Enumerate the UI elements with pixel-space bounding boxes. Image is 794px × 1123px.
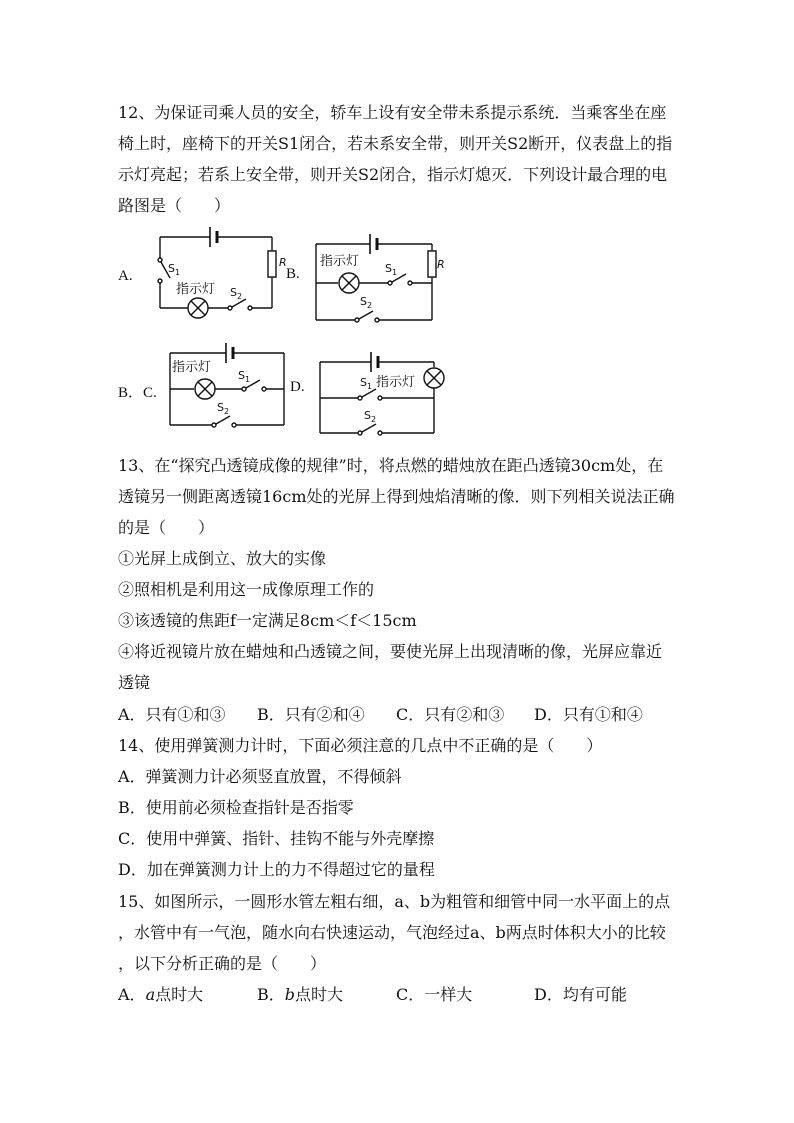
s2-label-d: $S_2$ [364, 409, 377, 424]
s2-label-a: $S_2$ [230, 286, 243, 301]
q13-line-2: 透镜另一侧距离透镜16cm处的光屏上得到烛焰清晰的像．则下列相关说法正确 [118, 487, 675, 506]
q12-line-1: 12、为保证司乘人员的安全，轿车上设有安全带未系提示系统．当乘客坐在座 [118, 103, 667, 122]
q14-option-c: C．使用中弹簧、指针、挂钩不能与外壳摩擦 [118, 829, 435, 848]
s1-label-a: $S_1$ [168, 262, 181, 277]
s2-label-c: $S_2$ [217, 401, 230, 416]
q13-statement-4-cont: 透镜 [118, 673, 151, 692]
q15-option-b: B．b点时大 [257, 985, 344, 1004]
r-label-b: R [437, 258, 445, 271]
q13-statement-3: ③该透镜的焦距f一定满足8cm＜f＜15cm [118, 611, 417, 630]
q15-option-d: D．均有可能 [534, 985, 627, 1004]
q13-option-b: B．只有②和④ [257, 705, 365, 724]
q14-option-d: D．加在弹簧测力计上的力不得超过它的量程 [118, 860, 435, 879]
s2-label-b: $S_2$ [360, 295, 373, 310]
q15-option-a: A．a点时大 [118, 985, 204, 1004]
circuit-d [320, 352, 444, 435]
q15-line-3: ，以下分析正确的是（ ） [118, 954, 327, 973]
q14-stem: 14、使用弹簧测力计时，下面必须注意的几点中不正确的是（ ） [118, 736, 603, 755]
diagram-label-a: A. [118, 268, 133, 284]
lamp-label-d: 指示灯 [376, 375, 416, 390]
q12-line-3: 示灯亮起；若系上安全带，则开关S2闭合，指示灯熄灭．下列设计最合理的电 [118, 165, 668, 184]
r-label-a: R [279, 256, 287, 269]
q15-line-1: 15、如图所示，一圆形水管左粗右细，a、b为粗管和细管中同一水平面上的点 [118, 892, 671, 911]
q12-line-4: 路图是（ ） [118, 196, 231, 215]
diagram-label-c: B．C. [118, 385, 157, 401]
lamp-label-b: 指示灯 [320, 254, 360, 269]
circuit-b [316, 234, 436, 322]
q12-line-2: 椅上时，座椅下的开关S1闭合，若未系安全带，则开关S2断开，仪表盘上的指 [118, 134, 673, 153]
q13-option-d: D．只有①和④ [534, 705, 643, 724]
s1-label-b: $S_1$ [385, 262, 398, 277]
q13-statement-2: ②照相机是利用这一成像原理工作的 [118, 580, 375, 599]
diagram-label-b: B. [286, 266, 300, 282]
q15-option-c: C．一样大 [396, 985, 473, 1004]
s1-label-d: $S_1$ [360, 376, 373, 391]
q15-line-2: ，水管中有一气泡，随水向右快速运动，气泡经过a、b两点时体积大小的比较 [118, 923, 666, 942]
q13-line-3: 的是（ ） [118, 518, 215, 537]
lamp-label-c: 指示灯 [172, 360, 212, 375]
diagram-label-d: D. [290, 379, 305, 395]
q13-line-1: 13、在“探究凸透镜成像的规律”时，将点燃的蜡烛放在距凸透镜30cm处，在 [118, 456, 664, 475]
q13-statement-1: ①光屏上成倒立、放大的实像 [118, 549, 327, 568]
q14-option-a: A．弹簧测力计必须竖直放置，不得倾斜 [118, 767, 402, 786]
q13-option-c: C．只有②和③ [396, 705, 505, 724]
lamp-label-a: 指示灯 [176, 282, 216, 297]
q14-option-b: B．使用前必须检查指针是否指零 [118, 798, 354, 817]
q13-option-a: A．只有①和③ [118, 705, 226, 724]
s1-label-c: $S_1$ [238, 369, 251, 384]
q13-statement-4: ④将近视镜片放在蜡烛和凸透镜之间，要使光屏上出现清晰的像，光屏应靠近 [118, 642, 663, 661]
